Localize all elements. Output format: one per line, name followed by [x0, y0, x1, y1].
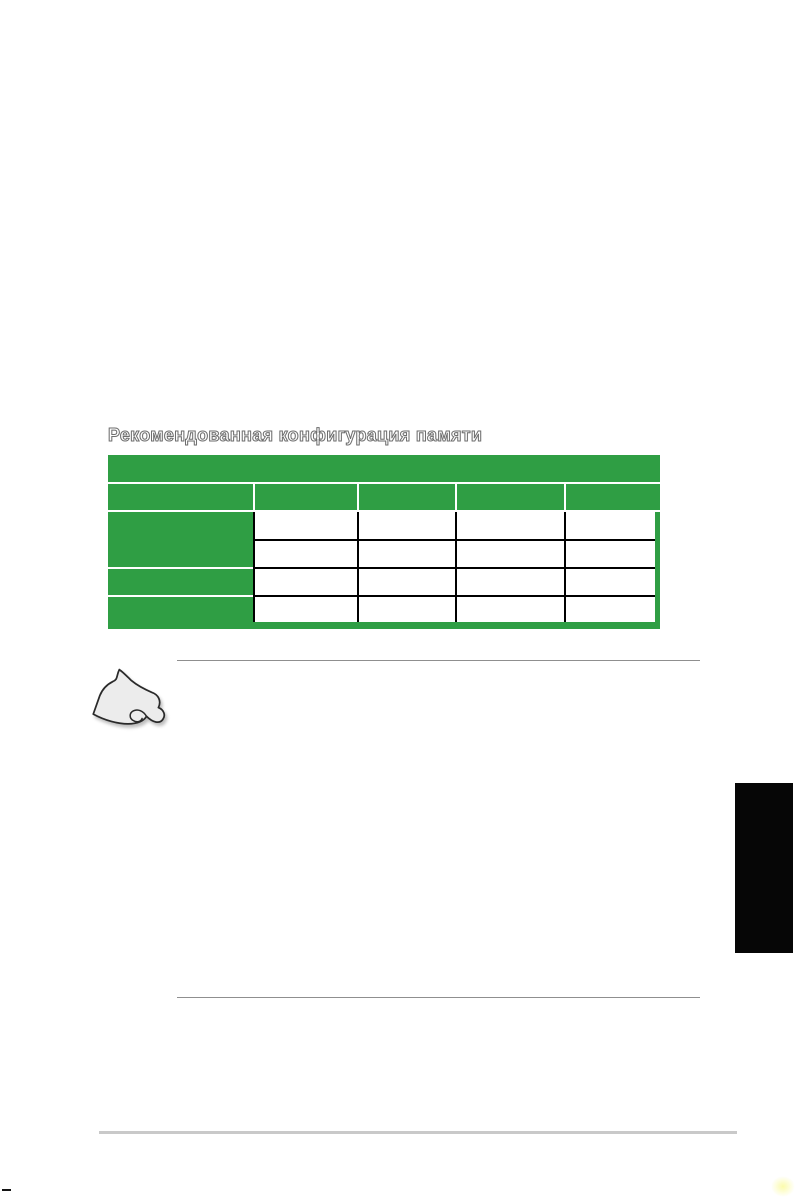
- chapter-tab: [735, 783, 793, 953]
- footer-rule: [99, 1131, 737, 1134]
- memory-config-table: [108, 455, 660, 629]
- scan-smudge: [771, 1176, 795, 1197]
- section-title: Рекомендованная конфигурация памяти: [108, 425, 483, 445]
- column-gap: [253, 484, 255, 510]
- note-text: [190, 675, 685, 985]
- column-gap: [357, 484, 359, 510]
- grid-line: [253, 595, 655, 597]
- grid-line: [253, 539, 655, 541]
- table-separator: [108, 482, 660, 484]
- column-gap: [455, 484, 457, 510]
- note-rule-bottom: [177, 997, 700, 998]
- row-separator: [108, 595, 253, 597]
- note-rule-top: [177, 660, 700, 661]
- table-cell-area: [253, 512, 655, 622]
- pointing-hand-icon: [90, 664, 166, 736]
- column-gap: [564, 484, 566, 510]
- grid-line: [253, 567, 655, 569]
- page-corner-mark: [2, 1189, 11, 1191]
- row-separator: [108, 567, 253, 569]
